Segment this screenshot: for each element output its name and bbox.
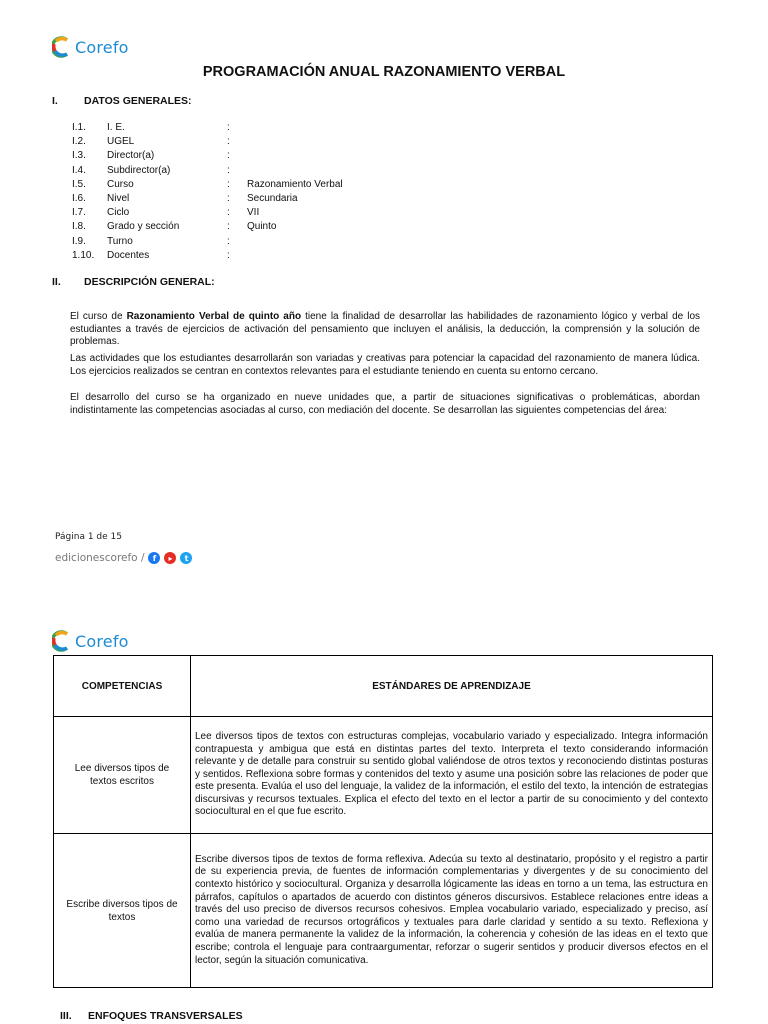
datos-num: I.4. (72, 164, 86, 176)
datos-num: I.6. (72, 193, 86, 204)
twitter-icon[interactable]: t (180, 552, 192, 564)
footer-brand-text: edicionescorefo / (55, 552, 145, 564)
section-1-heading (52, 95, 192, 107)
datos-label: Ciclo (107, 207, 130, 219)
description-paragraph-3: El desarrollo del curso se ha organizado en nueve unidades que, a partir de situaciones significativas o problemáticas, abordan indistintamente las competencias asociadas al curso, con mediación del docente. Se desarrollan las siguientes competencias del área: (70, 392, 700, 416)
datos-row (72, 220, 472, 233)
datos-row (72, 164, 472, 177)
document-title: PROGRAMACIÓN ANUAL RAZONAMIENTO VERBAL (202, 64, 566, 80)
datos-num: I.3. (72, 150, 86, 162)
datos-separator: : (227, 221, 230, 233)
section-title: DATOS GENERALES: (84, 95, 192, 107)
section-title: DESCRIPCIÓN GENERAL: (84, 276, 215, 288)
datos-label: Subdirector(a) (107, 164, 171, 176)
datos-num: 1.10. (72, 249, 95, 261)
datos-label: Docentes (107, 249, 150, 261)
datos-label: I. E. (107, 122, 125, 133)
competencia-cell: Escribe diversos tipos de textos (54, 834, 191, 988)
facebook-icon[interactable]: f (148, 552, 160, 564)
table-header-row (54, 656, 713, 717)
header-estandares: ESTÁNDARES DE APRENDIZAJE (191, 656, 713, 717)
datos-value: Secundaria (247, 193, 298, 204)
estandar-cell: Escribe diversos tipos de textos de forma reflexiva. Adecúa su texto al destinatario, propósito y el registro a partir de su experiencia previa, de fuentes de información complementarias y divergentes y de su conocimiento del contexto histórico y sociocultural. Organiza y desarrolla lógicamente las ideas en torno a un tema, las estructura en párrafos, capítulos o apartados de acuerdo con distintos géneros discursivos. Establece relaciones entre ideas a través del uso preciso de diversos recursos cohesivos. Emplea vocabulario variado, especializado y preciso, así como una variedad de recursos ortográficos y textuales para darle claridad y sentido a su texto. Reflexiona y evalúa de manera permanente la validez de la información, la coherencia y cohesión de las ideas en el texto que escribe; controla el lenguaje para contraargumentar, reforzar o sugerir sentidos y producir diversos efectos en el lector, según la situación comunicativa. (191, 834, 713, 988)
datos-num: I.2. (72, 136, 86, 148)
section-number: I. (52, 95, 58, 107)
datos-row (72, 178, 472, 191)
section-3-heading (60, 1010, 243, 1022)
corefo-logo-icon (52, 630, 72, 652)
datos-value: Quinto (247, 221, 277, 233)
section-title: ENFOQUES TRANSVERSALES (88, 1010, 243, 1022)
section-2-heading (52, 276, 215, 288)
datos-separator: : (227, 150, 230, 162)
description-paragraph-2: Las actividades que los estudiantes desarrollarán son variadas y creativas para potenciar la capacidad del razonamiento de manera lúdica. Los ejercicios realizados se centran en contextos relevantes para el estudiante teniendo en cuenta su entorno cercano. (70, 353, 700, 377)
datos-separator: : (227, 136, 230, 148)
datos-num: I.5. (72, 178, 86, 190)
datos-separator: : (227, 207, 230, 219)
corefo-logo (52, 36, 129, 58)
datos-row (72, 206, 472, 219)
datos-num: I.8. (72, 221, 86, 233)
youtube-icon[interactable]: ▸ (164, 552, 176, 564)
header-competencias: COMPETENCIAS (54, 656, 191, 717)
datos-label: Director(a) (107, 150, 155, 162)
estandar-cell: Lee diversos tipos de textos con estructuras complejas, vocabulario variado y especializado. Integra información contrapuesta y ambigua que está en distintas partes del texto. Interpreta el texto considerando información relevante y de detalle para construir su sentido global valiéndose de otros textos y reconociendo distintas posturas y sentidos. Reflexiona sobre formas y contenidos del texto y asume una posición sobre las relaciones de poder que este presenta. Evalúa el uso del lenguaje, la validez de la información, el estilo del texto, la intención de estrategias discursivas y recursos textuales. Explica el efecto del texto en el lector a partir de su conocimiento y del contexto sociocultural en el que fue escrito. (191, 717, 713, 834)
datos-separator: : (227, 193, 230, 204)
table-row (54, 834, 713, 988)
datos-value: VII (247, 207, 260, 219)
datos-row (72, 149, 472, 162)
description-paragraph-1: El curso de Razonamiento Verbal de quinto año tiene la finalidad de desarrollar las habilidades de razonamiento lógico y verbal de los estudiantes a través de ejercicios de activación del pensamiento que incluyen el análisis, la deducción, la comprensión y la solución de problemas. (70, 311, 701, 347)
footer-brand (55, 552, 192, 564)
datos-label: Grado y sección (107, 221, 180, 233)
datos-num: I.7. (72, 207, 86, 219)
table-row (54, 717, 713, 834)
corefo-logo (52, 630, 129, 652)
corefo-logo-icon (52, 36, 72, 58)
datos-value: Razonamiento Verbal (247, 178, 343, 190)
brand-name: Corefo (75, 37, 129, 57)
datos-separator: : (227, 178, 230, 190)
datos-row (72, 235, 472, 248)
datos-label: Curso (107, 178, 134, 190)
competencias-table (53, 655, 713, 988)
datos-num: I.1. (72, 122, 86, 133)
datos-label: UGEL (107, 136, 135, 148)
competencia-cell: Lee diversos tipos de textos escritos (54, 717, 191, 834)
page-number: Página 1 de 15 (55, 532, 122, 542)
datos-label: Turno (107, 235, 133, 247)
datos-separator: : (227, 249, 230, 261)
datos-label: Nivel (107, 193, 130, 204)
datos-num: I.9. (72, 235, 86, 247)
datos-separator: : (227, 235, 230, 247)
datos-row (72, 121, 472, 134)
datos-row (72, 249, 472, 262)
datos-row (72, 192, 472, 205)
section-number: II. (52, 276, 61, 288)
datos-separator: : (227, 164, 230, 176)
datos-row (72, 135, 472, 148)
section-number: III. (60, 1010, 72, 1022)
datos-separator: : (227, 122, 230, 133)
brand-name: Corefo (75, 631, 129, 651)
